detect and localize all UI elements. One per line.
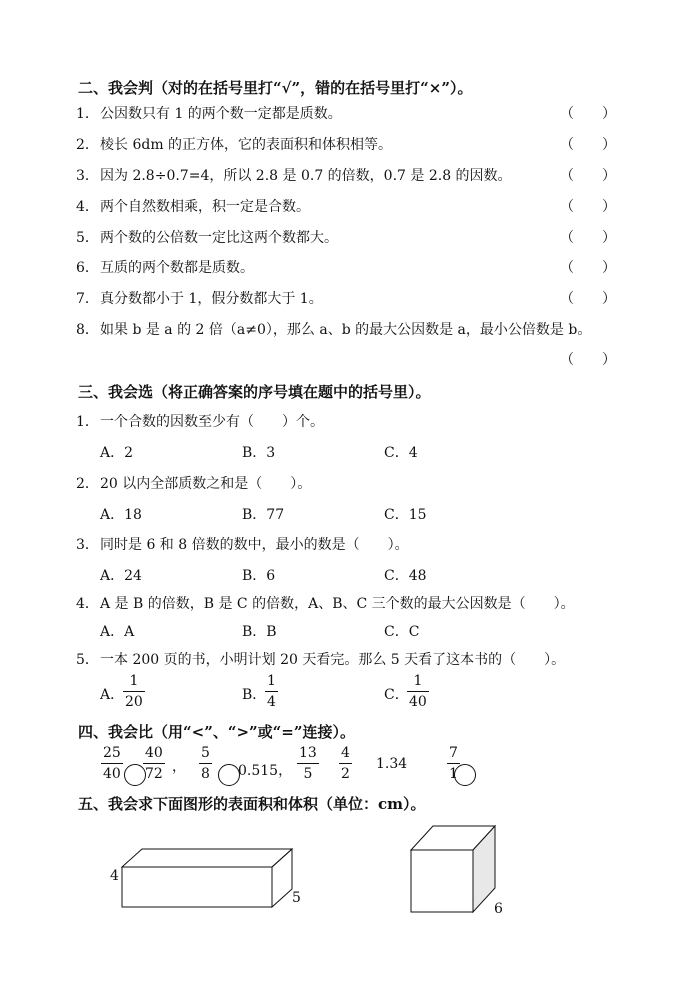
cube-figure bbox=[409, 824, 519, 934]
denominator: 1 bbox=[449, 766, 458, 782]
section-5-title: 五、我会求下面图形的表面积和体积（单位：cm）。 bbox=[78, 795, 426, 813]
question-number: 8． bbox=[76, 322, 99, 338]
denominator: 72 bbox=[145, 766, 163, 782]
question-number: 4． bbox=[76, 596, 99, 612]
fraction-bar bbox=[123, 691, 145, 692]
fraction-5-8 bbox=[200, 744, 211, 783]
question-number: 7． bbox=[76, 291, 99, 307]
fraction-bar bbox=[265, 691, 278, 692]
denominator: 5 bbox=[303, 766, 313, 782]
fraction-13-5 bbox=[298, 744, 318, 783]
fraction-bar bbox=[297, 763, 319, 764]
question-number: 4． bbox=[76, 199, 99, 215]
option-c[interactable]: C．15 bbox=[384, 507, 427, 523]
fraction-bar bbox=[447, 763, 460, 764]
question-number: 5． bbox=[76, 230, 99, 246]
question-text: 如果 b 是 a 的 2 倍（a≠0），那么 a、b 的最大公因数是 a，最小公倍数是 b。 bbox=[100, 322, 592, 338]
judge-item-2 bbox=[0, 133, 696, 157]
denominator: 4 bbox=[267, 694, 276, 710]
question-number: 3． bbox=[76, 537, 99, 553]
fraction-bar bbox=[101, 763, 123, 764]
option-b[interactable]: B．B bbox=[242, 624, 277, 640]
options-3-2 bbox=[0, 503, 696, 527]
numerator: 1 bbox=[413, 673, 423, 689]
compare-circle-2[interactable] bbox=[218, 764, 240, 786]
cuboid-height-label: 4 bbox=[110, 868, 119, 884]
question-3-4 bbox=[0, 592, 696, 616]
question-text: 棱长 6dm 的正方体，它的表面积和体积相等。 bbox=[100, 137, 393, 153]
question-3-2 bbox=[0, 472, 696, 496]
question-text: 同时是 6 和 8 倍数的数中，最小的数是（ ）。 bbox=[100, 537, 409, 553]
answer-parentheses[interactable]: （ ） bbox=[560, 106, 616, 122]
question-number: 2． bbox=[76, 137, 99, 153]
denominator: 40 bbox=[409, 694, 427, 710]
option-b-label[interactable]: B． bbox=[242, 687, 267, 703]
question-3-3 bbox=[0, 533, 696, 557]
question-text: 互质的两个数都是质数。 bbox=[100, 260, 254, 276]
option-c[interactable]: C．C bbox=[384, 624, 420, 640]
answer-parentheses[interactable]: （ ） bbox=[560, 137, 616, 153]
section-4-title: 四、我会比（用“<”、“>”或“=”连接）。 bbox=[78, 723, 355, 741]
numerator: 13 bbox=[299, 745, 317, 761]
option-a-fraction[interactable] bbox=[124, 672, 144, 711]
fraction-40-72 bbox=[144, 744, 164, 783]
question-number: 1． bbox=[76, 414, 99, 430]
answer-parentheses[interactable]: （ ） bbox=[560, 291, 616, 307]
question-text: 两个数的公倍数一定比这两个数都大。 bbox=[100, 230, 338, 246]
question-text: 公因数只有 1 的两个数一定都是质数。 bbox=[100, 106, 342, 122]
question-number: 3． bbox=[76, 168, 99, 184]
numerator: 5 bbox=[201, 745, 210, 761]
options-3-1 bbox=[0, 441, 696, 465]
numerator: 4 bbox=[341, 745, 350, 761]
fraction-25-40 bbox=[102, 744, 122, 783]
cuboid-figure bbox=[118, 845, 318, 925]
question-text: 真分数都小于 1，假分数都大于 1。 bbox=[100, 291, 323, 307]
option-a[interactable]: A．A bbox=[100, 624, 135, 640]
option-a[interactable]: A．2 bbox=[100, 445, 134, 461]
section-3-title: 三、我会选（将正确答案的序号填在题中的括号里）。 bbox=[78, 383, 431, 401]
options-3-3 bbox=[0, 564, 696, 588]
judge-item-3 bbox=[0, 164, 696, 188]
section-2-title: 二、我会判（对的在括号里打“√”，错的在括号里打“×”）。 bbox=[78, 79, 473, 97]
compare-circle-1[interactable] bbox=[124, 764, 146, 786]
judge-item-5 bbox=[0, 226, 696, 250]
option-c[interactable]: C．4 bbox=[384, 445, 418, 461]
question-text: A 是 B 的倍数，B 是 C 的倍数，A、B、C 三个数的最大公因数是（ ）。 bbox=[100, 596, 575, 612]
numerator: 40 bbox=[145, 745, 163, 761]
question-3-1 bbox=[0, 410, 696, 434]
question-3-5 bbox=[0, 648, 696, 672]
denominator: 40 bbox=[103, 766, 121, 782]
judge-item-8 bbox=[0, 318, 696, 368]
option-c[interactable]: C．48 bbox=[384, 568, 427, 584]
question-text: 两个自然数相乘，积一定是合数。 bbox=[100, 199, 310, 215]
option-b[interactable]: B．6 bbox=[242, 568, 276, 584]
question-text: 因为 2.8÷0.7=4，所以 2.8 是 0.7 的倍数，0.7 是 2.8 的因数。 bbox=[100, 168, 512, 184]
option-a[interactable]: A．24 bbox=[100, 568, 142, 584]
fraction-bar bbox=[339, 763, 352, 764]
question-number: 5． bbox=[76, 652, 99, 668]
question-number: 6． bbox=[76, 260, 99, 276]
numerator: 1 bbox=[129, 673, 139, 689]
answer-parentheses[interactable]: （ ） bbox=[560, 352, 616, 368]
option-a-label[interactable]: A． bbox=[100, 687, 125, 703]
question-number: 1． bbox=[76, 106, 99, 122]
question-number: 2． bbox=[76, 476, 99, 492]
judge-item-1 bbox=[0, 102, 696, 126]
option-a[interactable]: A．18 bbox=[100, 507, 142, 523]
question-text: 一个合数的因数至少有（ ）个。 bbox=[100, 414, 324, 430]
options-3-4 bbox=[0, 620, 696, 644]
cuboid-width-label: 5 bbox=[292, 890, 301, 906]
compare-circle-3[interactable] bbox=[454, 764, 476, 786]
value-0515: 0.515， bbox=[238, 763, 293, 779]
option-c-fraction[interactable] bbox=[408, 672, 428, 711]
fraction-4-2 bbox=[340, 744, 351, 783]
question-text: 20 以内全部质数之和是（ ）。 bbox=[100, 476, 312, 492]
answer-parentheses[interactable]: （ ） bbox=[560, 230, 616, 246]
answer-parentheses[interactable]: （ ） bbox=[560, 199, 616, 215]
option-b[interactable]: B．3 bbox=[242, 445, 276, 461]
judge-item-4 bbox=[0, 195, 696, 219]
option-b-fraction[interactable] bbox=[266, 672, 277, 711]
question-text: 一本 200 页的书，小明计划 20 天看完。那么 5 天看了这本书的（ ）。 bbox=[100, 652, 566, 668]
cube-edge-label: 6 bbox=[494, 901, 503, 917]
answer-parentheses[interactable]: （ ） bbox=[560, 168, 616, 184]
judge-item-7 bbox=[0, 287, 696, 311]
fraction-bar bbox=[199, 763, 212, 764]
separator: ， bbox=[172, 759, 186, 775]
denominator: 8 bbox=[201, 766, 210, 782]
numerator: 7 bbox=[449, 745, 458, 761]
value-134: 1.34 bbox=[376, 756, 408, 772]
answer-parentheses[interactable]: （ ） bbox=[560, 260, 616, 276]
denominator: 2 bbox=[341, 766, 350, 782]
fraction-bar bbox=[143, 763, 165, 764]
option-b[interactable]: B．77 bbox=[242, 507, 285, 523]
numerator: 1 bbox=[267, 673, 276, 689]
fraction-bar bbox=[407, 691, 429, 692]
judge-item-6 bbox=[0, 256, 696, 280]
option-c-label[interactable]: C． bbox=[384, 687, 409, 703]
denominator: 20 bbox=[125, 694, 143, 710]
numerator: 25 bbox=[103, 745, 121, 761]
